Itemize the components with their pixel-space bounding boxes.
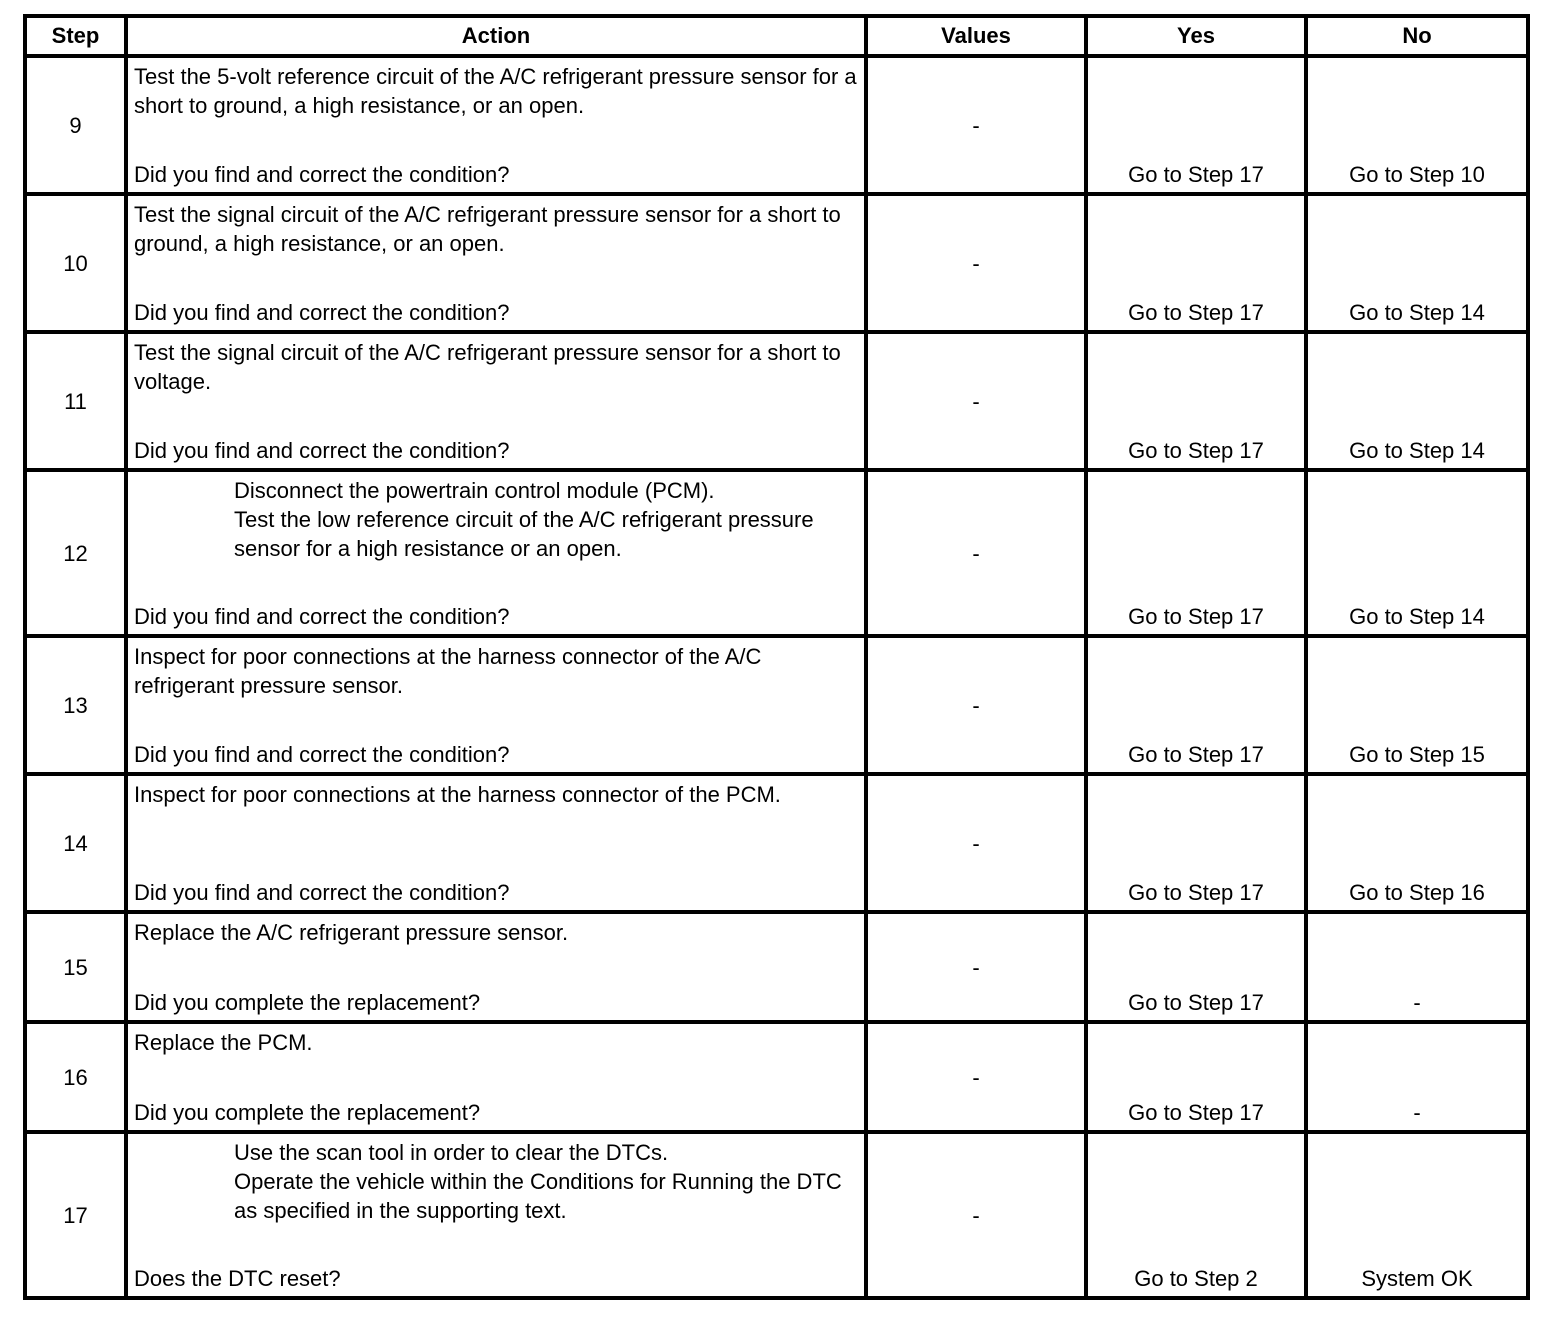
yes-result: Go to Step 17 [1086, 332, 1306, 470]
action-question: Did you find and correct the condition? [134, 300, 510, 325]
action-line: Use the scan tool in order to clear the DTCs. [234, 1140, 669, 1165]
no-result: System OK [1306, 1132, 1528, 1298]
step-number: 13 [25, 636, 126, 774]
action-cell [126, 636, 866, 774]
action-instructions [134, 1138, 858, 1225]
action-question: Did you find and correct the condition? [134, 162, 510, 187]
yes-result: Go to Step 17 [1086, 636, 1306, 774]
no-result: - [1306, 1022, 1528, 1132]
action-line: Test the signal circuit of the A/C refrigerant pressure sensor for a short to ground, a high resistance, or an open. [134, 202, 841, 256]
yes-result: Go to Step 17 [1086, 194, 1306, 332]
action-question: Does the DTC reset? [134, 1266, 341, 1291]
action-instructions [134, 642, 858, 700]
values-cell: - [866, 1132, 1086, 1298]
table-row [25, 636, 1528, 774]
table-row [25, 774, 1528, 912]
values-cell: - [866, 332, 1086, 470]
action-line: Test the signal circuit of the A/C refrigerant pressure sensor for a short to voltage. [134, 340, 841, 394]
action-question: Did you find and correct the condition? [134, 742, 510, 767]
no-result: Go to Step 14 [1306, 332, 1528, 470]
table-row [25, 56, 1528, 194]
action-line: Inspect for poor connections at the harness connector of the PCM. [134, 782, 781, 807]
action-cell [126, 194, 866, 332]
action-question: Did you complete the replacement? [134, 1100, 481, 1125]
action-question: Did you find and correct the condition? [134, 604, 510, 629]
values-cell: - [866, 1022, 1086, 1132]
no-result: Go to Step 14 [1306, 470, 1528, 636]
action-line: Replace the PCM. [134, 1030, 313, 1055]
action-cell [126, 1022, 866, 1132]
yes-result: Go to Step 2 [1086, 1132, 1306, 1298]
yes-result: Go to Step 17 [1086, 1022, 1306, 1132]
header-step: Step [25, 16, 126, 56]
action-line: Inspect for poor connections at the harness connector of the A/C refrigerant pressure sensor. [134, 644, 762, 698]
header-no: No [1306, 16, 1528, 56]
yes-result: Go to Step 17 [1086, 912, 1306, 1022]
action-cell [126, 470, 866, 636]
no-result: Go to Step 15 [1306, 636, 1528, 774]
action-line: Disconnect the powertrain control module (PCM). [234, 478, 715, 503]
action-cell [126, 1132, 866, 1298]
no-result: - [1306, 912, 1528, 1022]
table-row [25, 1132, 1528, 1298]
step-number: 16 [25, 1022, 126, 1132]
table-row [25, 912, 1528, 1022]
values-cell: - [866, 774, 1086, 912]
action-line: Operate the vehicle within the Conditions for Running the DTC as specified in the supporting text. [234, 1169, 842, 1223]
action-instructions [134, 780, 858, 809]
values-cell: - [866, 636, 1086, 774]
action-instructions [134, 338, 858, 396]
step-number: 14 [25, 774, 126, 912]
values-cell: - [866, 470, 1086, 636]
header-values: Values [866, 16, 1086, 56]
action-cell [126, 774, 866, 912]
action-instructions [134, 918, 858, 947]
header-yes: Yes [1086, 16, 1306, 56]
table-row [25, 1022, 1528, 1132]
values-cell: - [866, 912, 1086, 1022]
diagnostic-table [23, 14, 1530, 1300]
action-cell [126, 912, 866, 1022]
values-cell: - [866, 56, 1086, 194]
table-header-row [25, 16, 1528, 56]
yes-result: Go to Step 17 [1086, 774, 1306, 912]
action-instructions [134, 476, 858, 563]
action-line: Test the low reference circuit of the A/C refrigerant pressure sensor for a high resistance or an open. [234, 507, 814, 561]
table-row [25, 470, 1528, 636]
yes-result: Go to Step 17 [1086, 470, 1306, 636]
action-cell [126, 56, 866, 194]
step-number: 11 [25, 332, 126, 470]
step-number: 10 [25, 194, 126, 332]
action-line: Test the 5-volt reference circuit of the A/C refrigerant pressure sensor for a short to ground, a high resistance, or an open. [134, 64, 857, 118]
values-cell: - [866, 194, 1086, 332]
step-number: 15 [25, 912, 126, 1022]
action-line: Replace the A/C refrigerant pressure sensor. [134, 920, 569, 945]
table-body [25, 56, 1528, 1298]
action-question: Did you find and correct the condition? [134, 438, 510, 463]
action-instructions [134, 200, 858, 258]
no-result: Go to Step 10 [1306, 56, 1528, 194]
action-question: Did you complete the replacement? [134, 990, 481, 1015]
step-number: 12 [25, 470, 126, 636]
action-instructions [134, 62, 858, 120]
action-cell [126, 332, 866, 470]
table-row [25, 194, 1528, 332]
action-instructions [134, 1028, 858, 1057]
header-action: Action [126, 16, 866, 56]
step-number: 17 [25, 1132, 126, 1298]
table-row [25, 332, 1528, 470]
action-question: Did you find and correct the condition? [134, 880, 510, 905]
yes-result: Go to Step 17 [1086, 56, 1306, 194]
step-number: 9 [25, 56, 126, 194]
no-result: Go to Step 16 [1306, 774, 1528, 912]
no-result: Go to Step 14 [1306, 194, 1528, 332]
